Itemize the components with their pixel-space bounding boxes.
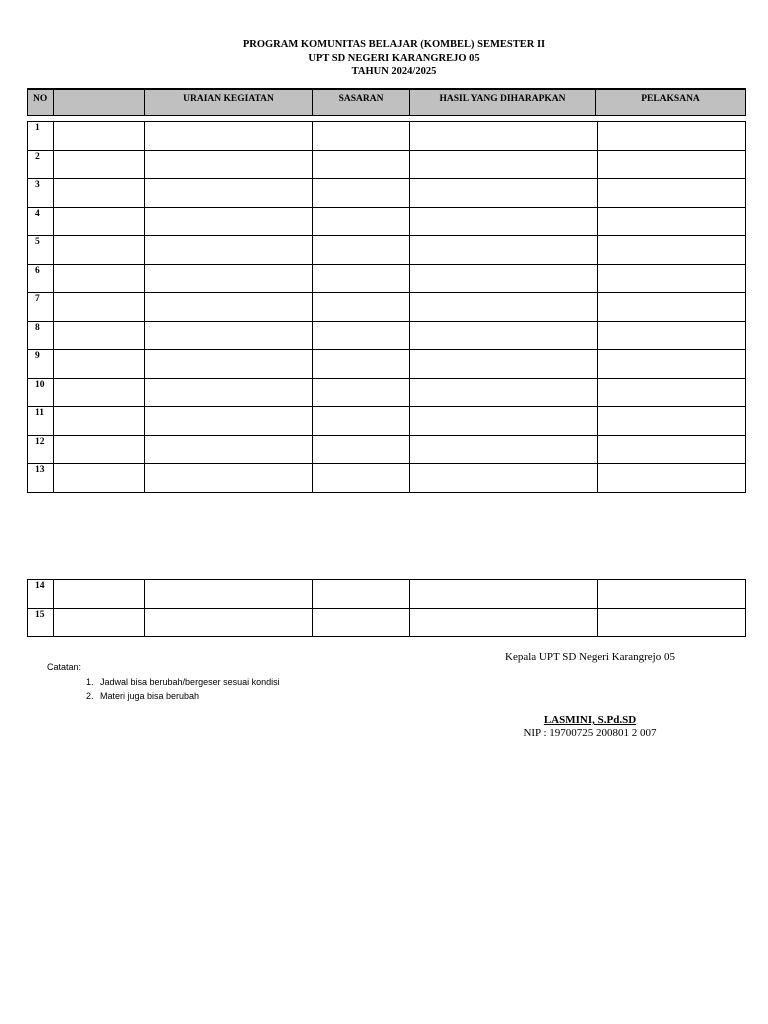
notes-label: Catatan: [47, 662, 82, 672]
table-cell [598, 464, 746, 493]
table-cell [145, 350, 313, 379]
table-cell [598, 293, 746, 322]
header-hasil-yang-diharapkan: HASIL YANG DIHARAPKAN [410, 89, 596, 115]
table-cell [598, 207, 746, 236]
table-cell [598, 580, 746, 609]
table-cell [54, 407, 145, 436]
document-title [0, 38, 768, 79]
table-row [28, 236, 746, 265]
table-cell [410, 464, 598, 493]
table-cell [145, 236, 313, 265]
table-cell [54, 236, 145, 265]
table-cell [54, 179, 145, 208]
table-cell [54, 435, 145, 464]
table-cell [313, 207, 410, 236]
table-cell [313, 122, 410, 151]
table-cell [313, 407, 410, 436]
table-cell [313, 435, 410, 464]
table-cell [410, 350, 598, 379]
row-number: 6 [28, 264, 54, 293]
header-sasaran: SASARAN [313, 89, 410, 115]
table-cell [410, 407, 598, 436]
table-cell [410, 321, 598, 350]
table-row [28, 608, 746, 637]
header-pelaksana: PELAKSANA [596, 89, 746, 115]
table-cell [145, 264, 313, 293]
row-number: 3 [28, 179, 54, 208]
table-cell [54, 378, 145, 407]
table-body-page1 [27, 121, 746, 493]
row-number: 11 [28, 407, 54, 436]
notes-list [47, 675, 280, 704]
table-cell [598, 179, 746, 208]
row-number: 5 [28, 236, 54, 265]
table-cell [598, 435, 746, 464]
table-cell [145, 293, 313, 322]
table-cell [145, 435, 313, 464]
table-cell [313, 321, 410, 350]
table-row [28, 207, 746, 236]
table-cell [145, 122, 313, 151]
table-row [28, 321, 746, 350]
table-cell [313, 150, 410, 179]
table-cell [145, 580, 313, 609]
row-number: 12 [28, 435, 54, 464]
table-cell [313, 608, 410, 637]
notes [47, 660, 280, 704]
table-cell [410, 207, 598, 236]
table-cell [410, 378, 598, 407]
title-line-school: UPT SD NEGERI KARANGREJO 05 [308, 52, 480, 64]
row-number: 1 [28, 122, 54, 151]
table-row [28, 150, 746, 179]
row-number: 10 [28, 378, 54, 407]
note-item: 1. Jadwal bisa berubah/bergeser sesuai kondisi [96, 675, 280, 690]
table-cell [313, 464, 410, 493]
row-number: 9 [28, 350, 54, 379]
table-row [28, 350, 746, 379]
table-cell [410, 179, 598, 208]
table-cell [598, 407, 746, 436]
table-cell [313, 350, 410, 379]
table-row [28, 407, 746, 436]
signature-nip: NIP : 19700725 200801 2 007 [523, 727, 657, 739]
table-cell [145, 179, 313, 208]
table-cell [598, 264, 746, 293]
table-row [28, 378, 746, 407]
table-cell [145, 407, 313, 436]
table-cell [410, 293, 598, 322]
header-uraian-kegiatan: URAIAN KEGIATAN [145, 89, 313, 115]
table-row [28, 580, 746, 609]
table-cell [145, 207, 313, 236]
table-cell [145, 378, 313, 407]
table-row [28, 179, 746, 208]
table-cell [54, 464, 145, 493]
table-cell [598, 608, 746, 637]
table-header [27, 88, 746, 116]
table-cell [313, 580, 410, 609]
table-cell [410, 264, 598, 293]
table-body-page2 [27, 579, 746, 637]
table-cell [598, 122, 746, 151]
title-line-year: TAHUN 2024/2025 [351, 66, 437, 77]
table-cell [145, 321, 313, 350]
table-cell [313, 378, 410, 407]
table-cell [313, 179, 410, 208]
table-cell [54, 580, 145, 609]
row-number: 13 [28, 464, 54, 493]
table-cell [54, 207, 145, 236]
table-row [28, 293, 746, 322]
row-number: 4 [28, 207, 54, 236]
row-number: 7 [28, 293, 54, 322]
table-cell [410, 580, 598, 609]
table-cell [313, 293, 410, 322]
header-blank [54, 89, 145, 115]
table-cell [410, 608, 598, 637]
table-row [28, 435, 746, 464]
table-cell [313, 264, 410, 293]
table-cell [410, 122, 598, 151]
table-cell [145, 464, 313, 493]
table-row [28, 264, 746, 293]
table-cell [410, 150, 598, 179]
table-cell [598, 350, 746, 379]
row-number: 2 [28, 150, 54, 179]
table-cell [54, 293, 145, 322]
table-cell [54, 350, 145, 379]
row-number: 8 [28, 321, 54, 350]
table-cell [598, 150, 746, 179]
table-cell [54, 264, 145, 293]
table-cell [410, 435, 598, 464]
table-cell [598, 321, 746, 350]
signature-position: Kepala UPT SD Negeri Karangrejo 05 [505, 651, 675, 663]
title-line-program: PROGRAM KOMUNITAS BELAJAR (KOMBEL) SEMESTER II [242, 39, 546, 50]
header-no: NO [28, 89, 54, 115]
table-cell [54, 150, 145, 179]
table-cell [313, 236, 410, 265]
note-item: 2. Materi juga bisa berubah [96, 689, 280, 704]
table-cell [145, 608, 313, 637]
table-cell [54, 321, 145, 350]
table-cell [145, 150, 313, 179]
table-cell [598, 236, 746, 265]
table-cell [410, 236, 598, 265]
table-cell [598, 378, 746, 407]
row-number: 15 [28, 608, 54, 637]
table-cell [54, 122, 145, 151]
signature-name: LASMINI, S.Pd.SD [543, 714, 637, 726]
table-cell [54, 608, 145, 637]
table-row [28, 464, 746, 493]
row-number: 14 [28, 580, 54, 609]
table-row [28, 122, 746, 151]
